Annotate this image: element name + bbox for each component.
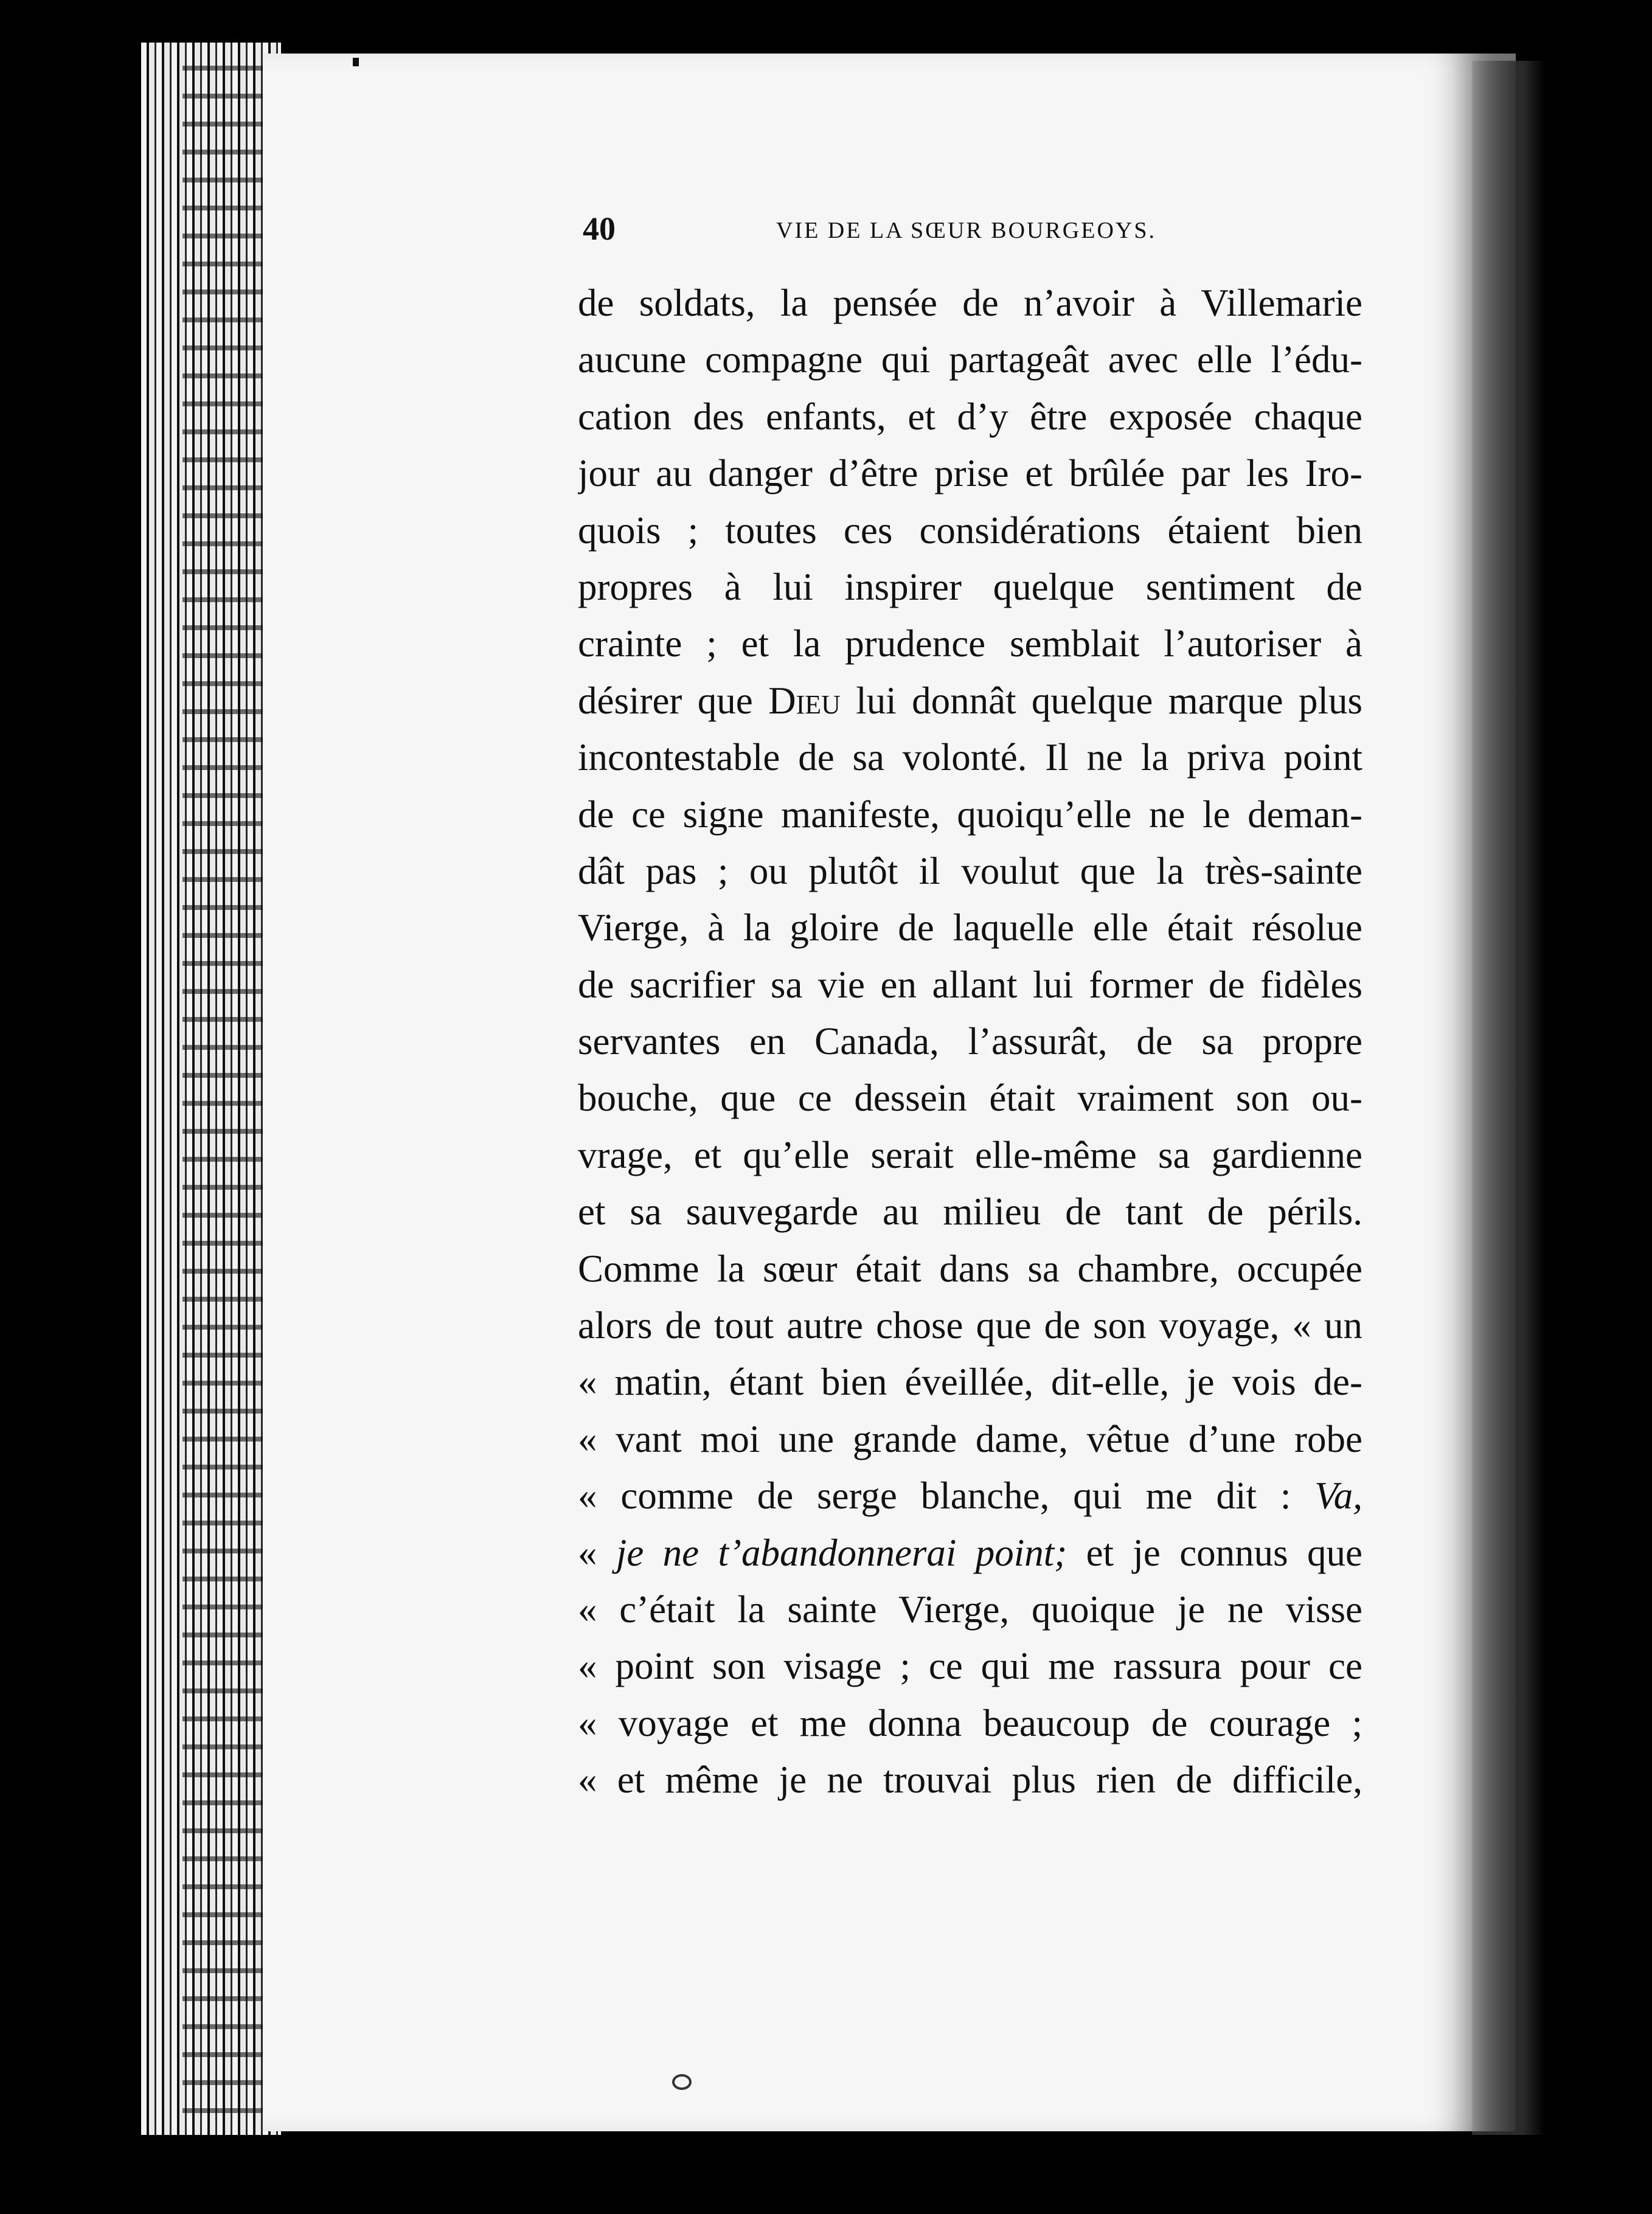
scan-mark — [672, 2074, 692, 2090]
text-line — [578, 673, 1362, 729]
text-line: incontestable de sa volonté. Il ne la priva point — [578, 736, 1362, 779]
text-line: « voyage et me donna beaucoup de courage ; — [578, 1701, 1362, 1744]
running-title: VIE DE LA SŒUR BOURGEOYS. — [776, 218, 1156, 243]
italic-quote: je ne t’abandonnerai point; — [616, 1531, 1067, 1574]
text-line: « et même je ne trouvai plus rien de difficile, — [578, 1758, 1362, 1802]
page-header — [583, 210, 1367, 252]
text-line: de ce signe manifeste, quoiqu’elle ne le deman- — [578, 793, 1362, 836]
page-edge-shading — [182, 43, 268, 2135]
text-line: quois ; toutes ces considérations étaient bien — [578, 508, 1362, 552]
text-line: alors de tout autre chose que de son voyage, « un — [578, 1304, 1362, 1347]
gutter-shadow — [1472, 61, 1545, 2135]
text-line: de soldats, la pensée de n’avoir à Villemarie — [578, 282, 1362, 324]
body-text — [578, 275, 1362, 1809]
text-line: bouche, que ce dessein était vraiment son ou- — [578, 1077, 1362, 1120]
text-line: propres à lui inspirer quelque sentiment de — [578, 565, 1362, 608]
text-line: Vierge, à la gloire de laquelle elle était résolue — [578, 906, 1362, 949]
text-line: « point son visage ; ce qui me rassura pour ce — [578, 1645, 1362, 1688]
text-line: aucune compagne qui partageât avec elle l’édu- — [578, 338, 1362, 381]
text-segment: et je connus que — [1067, 1531, 1362, 1574]
text-segment: désirer que — [578, 679, 769, 722]
text-line: servantes en Canada, l’assurât, de sa propre — [578, 1020, 1362, 1063]
scan-speck — [353, 58, 359, 66]
text-line: « c’était la sainte Vierge, quoique je ne visse — [578, 1588, 1362, 1631]
text-segment: « comme de serge blanche, qui me dit : — [578, 1474, 1315, 1518]
italic-quote: Va, — [1314, 1474, 1362, 1518]
text-line — [578, 1468, 1362, 1524]
text-line: jour au danger d’être prise et brûlée par les Iro- — [578, 452, 1362, 495]
text-line: Comme la sœur était dans sa chambre, occupée — [578, 1247, 1362, 1290]
text-line: et sa sauvegarde au milieu de tant de périls. — [578, 1190, 1362, 1234]
text-segment: « — [578, 1531, 616, 1574]
text-line: crainte ; et la prudence semblait l’autoriser à — [578, 622, 1362, 665]
text-line — [578, 1525, 1362, 1581]
text-line: cation des enfants, et d’y être exposée chaque — [578, 395, 1362, 438]
small-caps-word: Dieu — [768, 679, 841, 722]
text-line: dât pas ; ou plutôt il voulut que la très-sainte — [578, 849, 1362, 892]
text-line: « vant moi une grande dame, vêtue d’une robe — [578, 1417, 1362, 1460]
text-line: vrage, et qu’elle serait elle-même sa gardienne — [578, 1133, 1362, 1176]
text-segment: lui donnât quelque marque plus — [840, 679, 1362, 722]
text-line: de sacrifier sa vie en allant lui former de fidèles — [578, 963, 1362, 1006]
page-number: 40 — [583, 210, 616, 247]
text-line: « matin, étant bien éveillée, dit-elle, je vois de- — [578, 1361, 1362, 1404]
